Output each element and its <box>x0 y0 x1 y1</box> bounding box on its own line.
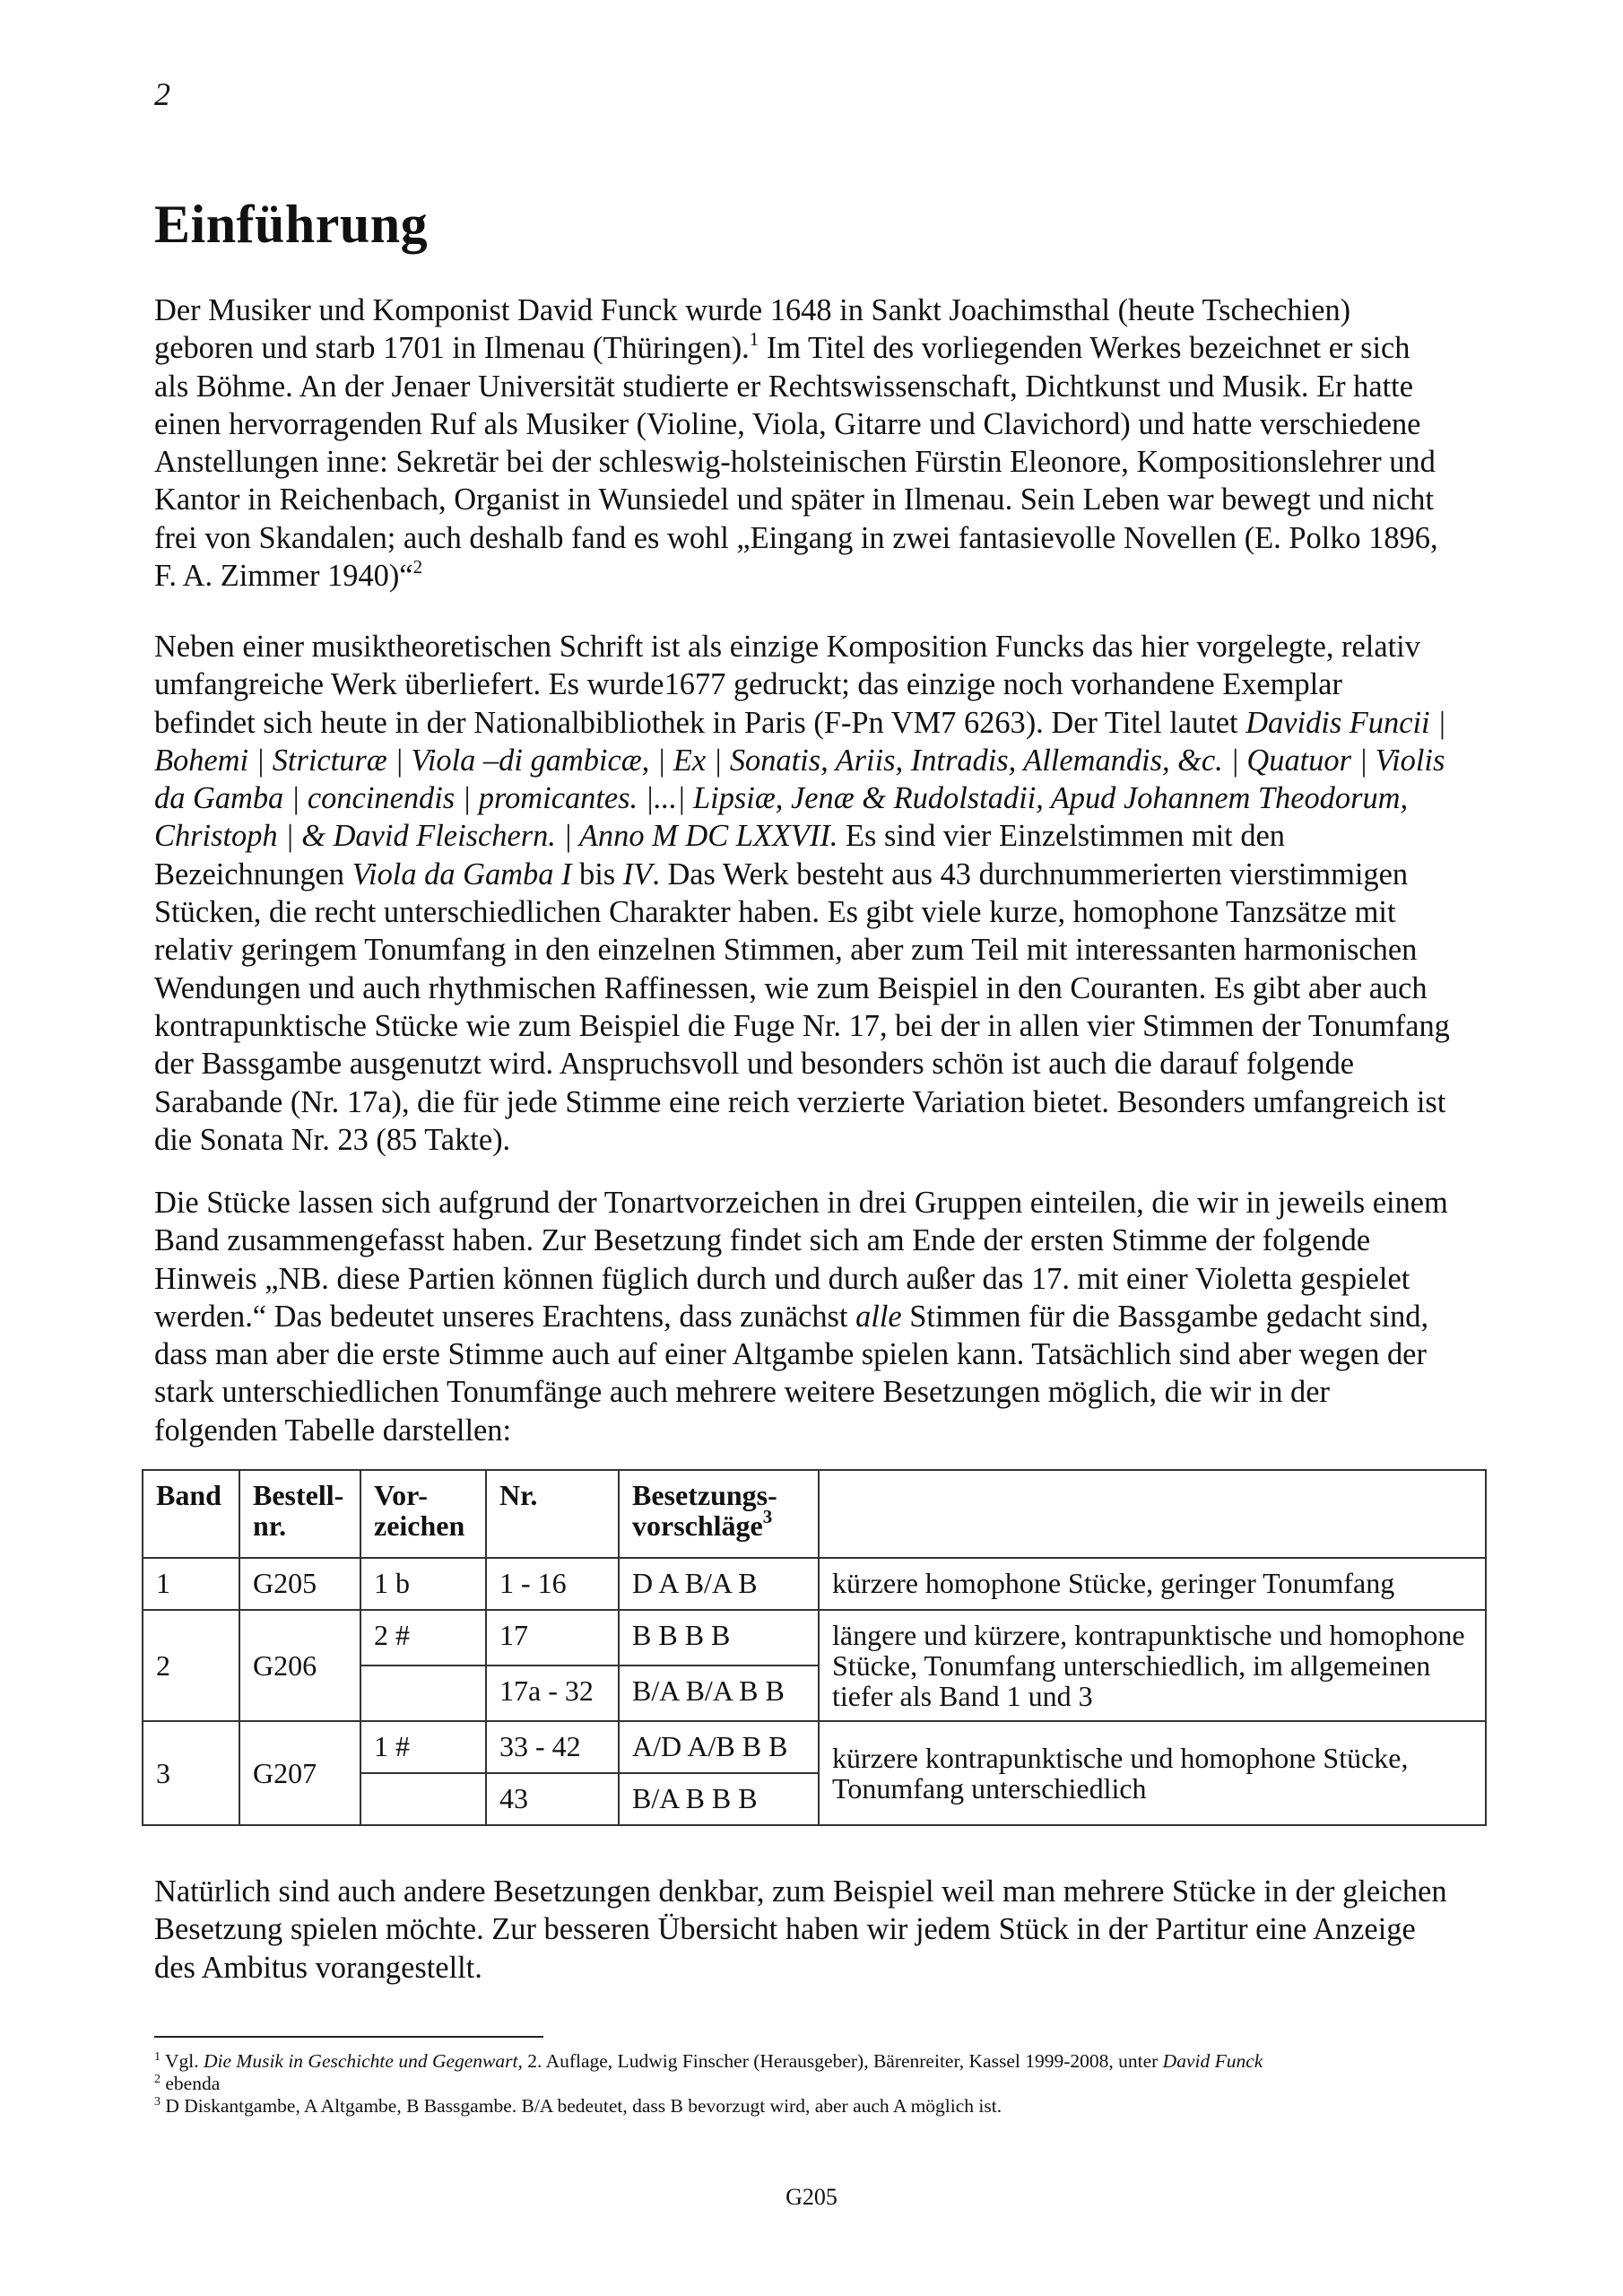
table-header-row <box>143 1470 1486 1558</box>
voice-name: IV <box>622 857 653 891</box>
emphasis: alle <box>855 1299 902 1334</box>
cell-vorzeichen: 1 b <box>360 1558 486 1610</box>
cell-besetzung: B/A B/A B B <box>619 1665 819 1721</box>
table-row <box>143 1558 1486 1610</box>
cell-nr: 33 - 42 <box>486 1721 619 1773</box>
header-band: Band <box>143 1470 239 1558</box>
page-footer: G205 <box>785 2184 838 2210</box>
paragraph-text: . Das Werk besteht aus 43 durchnummerierten vierstimmigen Stücken, die recht unterschiedlichen Charakter haben. Es gibt viele kurze, homophone Tanzsätze mit relativ geringem Tonumfang in den einzelnen Stimmen, aber zum Teil mit interessanten harmonischen Wendungen und auch rhythmischen Raffinessen, wie zum Beispiel in den Couranten. Es gibt aber auch kontrapunktische Stücke wie zum Beispiel die Fuge Nr. 17, bei der in allen vier Stimmen der Tonumfang der Bassgambe ausgenutzt wird. Anspruchsvoll und besonders schön ist auch die darauf folgende Sarabande (Nr. 17a), die für jede Stimme eine reich verzierte Variation bietet. Besonders umfangreich ist die Sonata Nr. 23 (85 Takte). <box>154 857 1450 1157</box>
paragraph-intro <box>154 291 1451 595</box>
paragraph-closing <box>154 1873 1451 1987</box>
cell-besetzung: B B B B <box>619 1610 819 1665</box>
cell-besetzung: B/A B B B <box>619 1773 819 1825</box>
cell-description: kürzere kontrapunktische und homophone Stücke, Tonumfang unterschiedlich <box>819 1721 1486 1825</box>
footnote-ref[interactable]: 2 <box>412 556 423 578</box>
paragraph-text: Es sind vier Einzelstimmen mit den Bezeichnungen <box>154 819 1285 891</box>
header-besetzung-label: Besetzungs-vorschläge <box>632 1479 777 1542</box>
paragraph-text: Im Titel des vorliegenden Werkes bezeichnet er sich als Böhme. An der Jenaer Universität studierte er Rechtswissenschaft, Dichtkunst und Musik. Er hatte einen hervorragenden Ruf als Musiker (Violine, Viola, Gitarre und Clavichord) und hatte verschiedene Anstellungen inne: Sekretär bei der schleswig-holsteinischen Fürstin Eleonore, Kompositionslehrer und Kantor in Reichenbach, Organist in Wunsiedel und später in Ilmenau. Sein Leben war bewegt und nicht frei von Skandalen; auch deshalb fand es wohl „Eingang in zwei fantasievolle Novellen (E. Polko 1896, F. A. Zimmer 1940)“ <box>154 331 1438 594</box>
paragraph-text: bis <box>571 857 623 891</box>
footnote-ref[interactable]: 3 <box>762 1506 773 1527</box>
table-row <box>143 1721 1486 1773</box>
paragraph-text: Der Musiker und Komponist David Funck wurde 1648 in Sankt Joachimsthal (heute Tschechien) geboren und starb 1701 in Ilmenau (Thüringen). <box>154 293 1351 366</box>
footnote-number: 1 <box>154 2050 161 2064</box>
cell-band: 1 <box>143 1558 239 1610</box>
footnote-text: Die Musik in Geschichte und Gegenwart <box>204 2050 518 2072</box>
work-title: Davidis Funcii | Bohemi | Stricturæ | Viola –di gambicæ, | Ex | Sonatis, Ariis, Intradis, Allemandis, &c. | Quatuor | Violis da Gamba | concinendis | promicantes. |...| Lipsiæ, Jenæ & Rudolstadii, Apud Johannem Theodorum, Christoph | & David Fleischern. | Anno M DC LXXVII. <box>154 705 1446 854</box>
paragraph-text: Natürlich sind auch andere Besetzungen denkbar, zum Beispiel weil man mehrere Stücke in der gleichen Besetzung spielen möchte. Zur besseren Übersicht haben wir jedem Stück in der Partitur eine Anzeige des Ambitus vorangestellt. <box>154 1874 1447 1985</box>
cell-vorzeichen <box>360 1773 486 1825</box>
footnotes <box>154 2050 1263 2118</box>
cell-bestellnr: G206 <box>239 1610 360 1721</box>
cell-description: längere und kürzere, kontrapunktische und homophone Stücke, Tonumfang unterschiedlich, im allgemeinen tiefer als Band 1 und 3 <box>819 1610 1486 1721</box>
cell-nr: 17a - 32 <box>486 1665 619 1721</box>
footnote-text: Vgl. <box>161 2050 204 2072</box>
header-vorzeichen: Vor-zeichen <box>360 1470 486 1558</box>
paragraph-text: Stimmen für die Bassgambe gedacht sind, dass man aber die erste Stimme auch auf einer Altgambe spielen kann. Tatsächlich sind aber wegen der stark unterschiedlichen Tonumfänge auch mehrere weitere Besetzungen möglich, die wir in der folgenden Tabelle darstellen: <box>154 1299 1429 1448</box>
cell-vorzeichen: 1 # <box>360 1721 486 1773</box>
voice-name: Viola da Gamba I <box>352 857 572 891</box>
footnote-text: ebenda <box>161 2073 221 2094</box>
header-besetzung <box>619 1470 819 1558</box>
footnote-1 <box>154 2050 1263 2073</box>
paragraph-text: Die Stücke lassen sich aufgrund der Tonartvorzeichen in drei Gruppen einteilen, die wir in jeweils einem Band zusammengefasst haben. Zur Besetzung findet sich am Ende der ersten Stimme der folgende Hinweis „NB. diese Partien können füglich durch und durch außer das 17. mit einer Violetta gespielet werden.“ Das bedeutet unseres Erachtens, dass zunächst <box>154 1186 1448 1334</box>
footnote-ref[interactable]: 1 <box>749 328 759 351</box>
paragraph-text: Neben einer musiktheoretischen Schrift ist als einzige Komposition Funcks das hier vorgelegte, relativ umfangreiche Werk überliefert. Es wurde1677 gedruckt; das einzige noch vorhandene Exemplar befindet sich heute in der Nationalbibliothek in Paris (F-Pn VM7 6263). Der Titel lautet <box>154 630 1420 740</box>
footnote-divider <box>154 2036 543 2038</box>
paragraph-groups <box>154 1184 1451 1449</box>
cell-bestellnr: G205 <box>239 1558 360 1610</box>
scoring-table <box>142 1469 1487 1826</box>
footnote-text: David Funck <box>1162 2050 1263 2072</box>
footnote-3 <box>154 2095 1263 2118</box>
paragraph-work <box>154 628 1451 1159</box>
page-number: 2 <box>154 76 170 112</box>
cell-band: 3 <box>143 1721 239 1825</box>
table-row <box>143 1610 1486 1665</box>
footnote-number: 3 <box>154 2095 161 2109</box>
cell-nr: 17 <box>486 1610 619 1665</box>
cell-description: kürzere homophone Stücke, geringer Tonumfang <box>819 1558 1486 1610</box>
cell-nr: 43 <box>486 1773 619 1825</box>
cell-bestellnr: G207 <box>239 1721 360 1825</box>
cell-nr: 1 - 16 <box>486 1558 619 1610</box>
cell-besetzung: A/D A/B B B <box>619 1721 819 1773</box>
footnote-2 <box>154 2073 1263 2095</box>
cell-vorzeichen <box>360 1665 486 1721</box>
header-nr: Nr. <box>486 1470 619 1558</box>
page-title: Einführung <box>154 195 429 254</box>
header-bestellnr: Bestell-nr. <box>239 1470 360 1558</box>
footnote-text: , 2. Auflage, Ludwig Finscher (Herausgeber), Bärenreiter, Kassel 1999-2008, unter <box>517 2050 1163 2072</box>
footnote-text: D Diskantgambe, A Altgambe, B Bassgambe. B/A bedeutet, dass B bevorzugt wird, aber auch A möglich ist. <box>161 2095 1002 2117</box>
cell-vorzeichen: 2 # <box>360 1610 486 1665</box>
header-description <box>819 1470 1486 1558</box>
footnote-number: 2 <box>154 2073 161 2086</box>
cell-besetzung: D A B/A B <box>619 1558 819 1610</box>
cell-band: 2 <box>143 1610 239 1721</box>
